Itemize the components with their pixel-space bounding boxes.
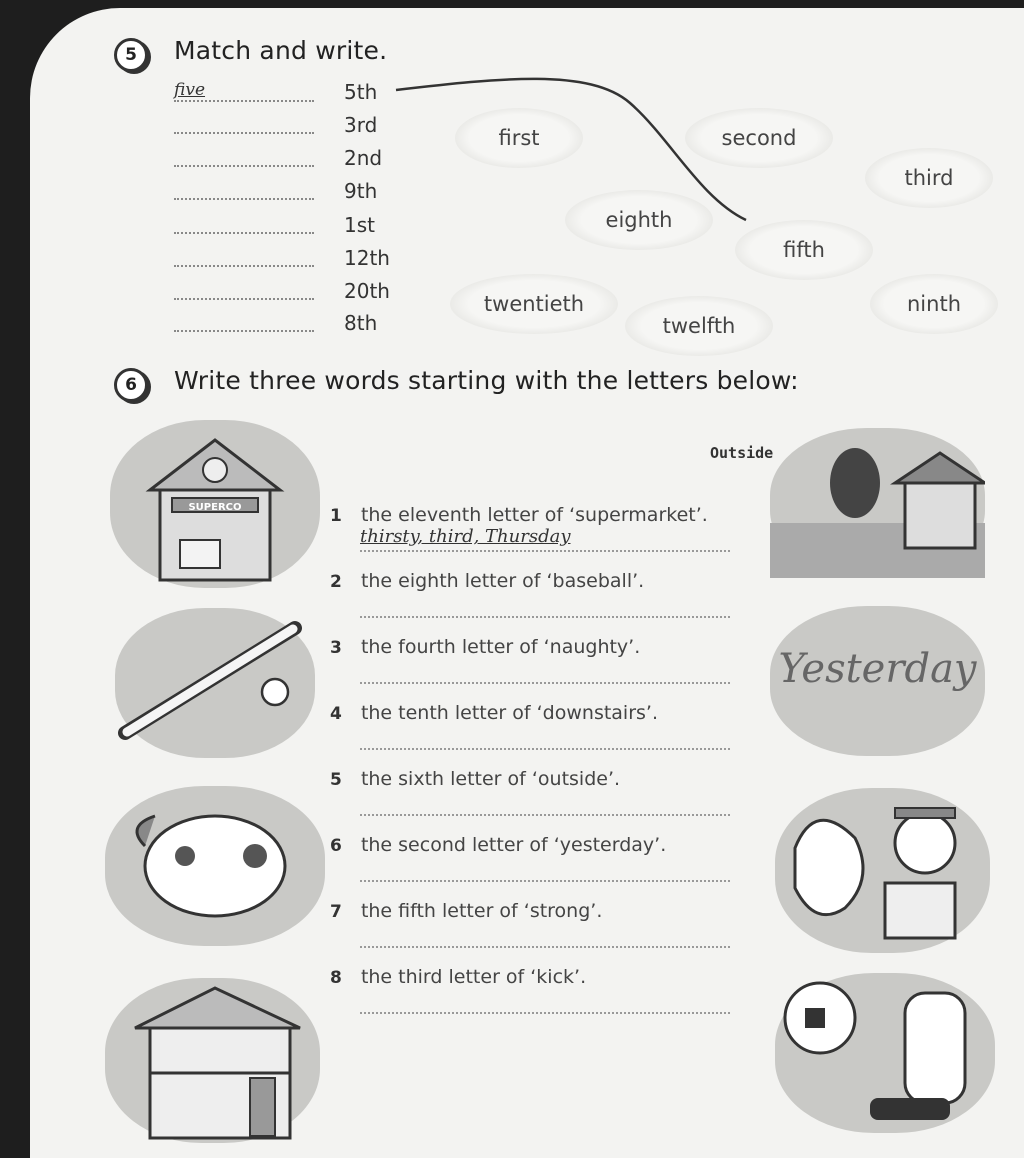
question-text: the third letter of ‘kick’.	[360, 966, 587, 988]
question-item	[330, 570, 730, 618]
question-number: 3	[330, 638, 342, 658]
ordinal-label: 3rd	[344, 113, 378, 137]
question-number: 5	[330, 770, 342, 790]
question-text: the second letter of ‘yesterday’.	[360, 834, 667, 856]
answer-line-4[interactable]	[360, 724, 730, 750]
ordinal-label: 8th	[344, 311, 378, 335]
question-text: the eighth letter of ‘baseball’.	[360, 570, 645, 592]
question-item	[330, 900, 730, 948]
yesterday-picture	[770, 606, 985, 756]
ordinal-label: 9th	[344, 179, 378, 203]
ordinal-label: 2nd	[344, 146, 383, 170]
answer-line-1[interactable]: thirsty, third, Thursday	[360, 526, 730, 552]
question-text: the sixth letter of ‘outside’.	[360, 768, 621, 790]
answer-line-8[interactable]	[360, 988, 730, 1014]
question-text: the tenth letter of ‘downstairs’.	[360, 702, 658, 724]
question-number: 1	[330, 506, 342, 526]
baseball-picture	[115, 608, 315, 758]
answer-line-7[interactable]	[360, 922, 730, 948]
supermarket-picture	[110, 420, 320, 588]
answer-line-3[interactable]	[360, 658, 730, 684]
dog-picture	[105, 786, 325, 946]
strong-man-picture	[775, 788, 990, 953]
word-cloud: second	[685, 108, 833, 168]
word-cloud: twelfth	[625, 296, 773, 356]
question-number: 8	[330, 968, 342, 988]
word-cloud: third	[865, 148, 993, 208]
question-text: the eleventh letter of ‘supermarket’.	[360, 504, 708, 526]
ordinal-label: 12th	[344, 246, 390, 270]
question-item	[330, 834, 730, 882]
word-cloud: twentieth	[450, 274, 618, 334]
word-cloud: eighth	[565, 190, 713, 250]
exercise-6-number: 6	[114, 368, 148, 402]
question-item	[330, 702, 730, 750]
question-text: the fifth letter of ‘strong’.	[360, 900, 603, 922]
shop-sign-text: SUPERCO	[188, 502, 242, 513]
question-item	[330, 966, 730, 1014]
ordinal-label: 5th	[344, 80, 378, 104]
outside-label: Outside	[710, 444, 774, 462]
question-number: 6	[330, 836, 342, 856]
question-item	[330, 504, 730, 552]
answer-field-8[interactable]	[174, 310, 314, 332]
question-item	[330, 636, 730, 684]
worksheet-page	[30, 8, 1024, 1158]
exercise-5-title: Match and write.	[174, 36, 388, 65]
exercise-6-title: Write three words starting with the letters below:	[174, 366, 799, 395]
ordinal-label: 1st	[344, 213, 375, 237]
word-cloud: first	[455, 108, 583, 168]
question-number: 4	[330, 704, 342, 724]
yesterday-word: Yesterday	[778, 646, 977, 692]
ordinal-label: 20th	[344, 279, 390, 303]
word-cloud: ninth	[870, 274, 998, 334]
answer-field-1[interactable]: five	[174, 80, 314, 102]
question-number: 2	[330, 572, 342, 592]
kick-picture	[775, 973, 995, 1133]
question-text: the fourth letter of ‘naughty’.	[360, 636, 641, 658]
question-number: 7	[330, 902, 342, 922]
outside-picture	[770, 428, 985, 578]
answer-line-2[interactable]	[360, 592, 730, 618]
house-picture	[105, 978, 320, 1143]
answer-line-5[interactable]	[360, 790, 730, 816]
exercise-5-number: 5	[114, 38, 148, 72]
answer-line-6[interactable]	[360, 856, 730, 882]
word-cloud: fifth	[735, 220, 873, 280]
answer-field-7[interactable]	[174, 278, 314, 300]
question-item	[330, 768, 730, 816]
